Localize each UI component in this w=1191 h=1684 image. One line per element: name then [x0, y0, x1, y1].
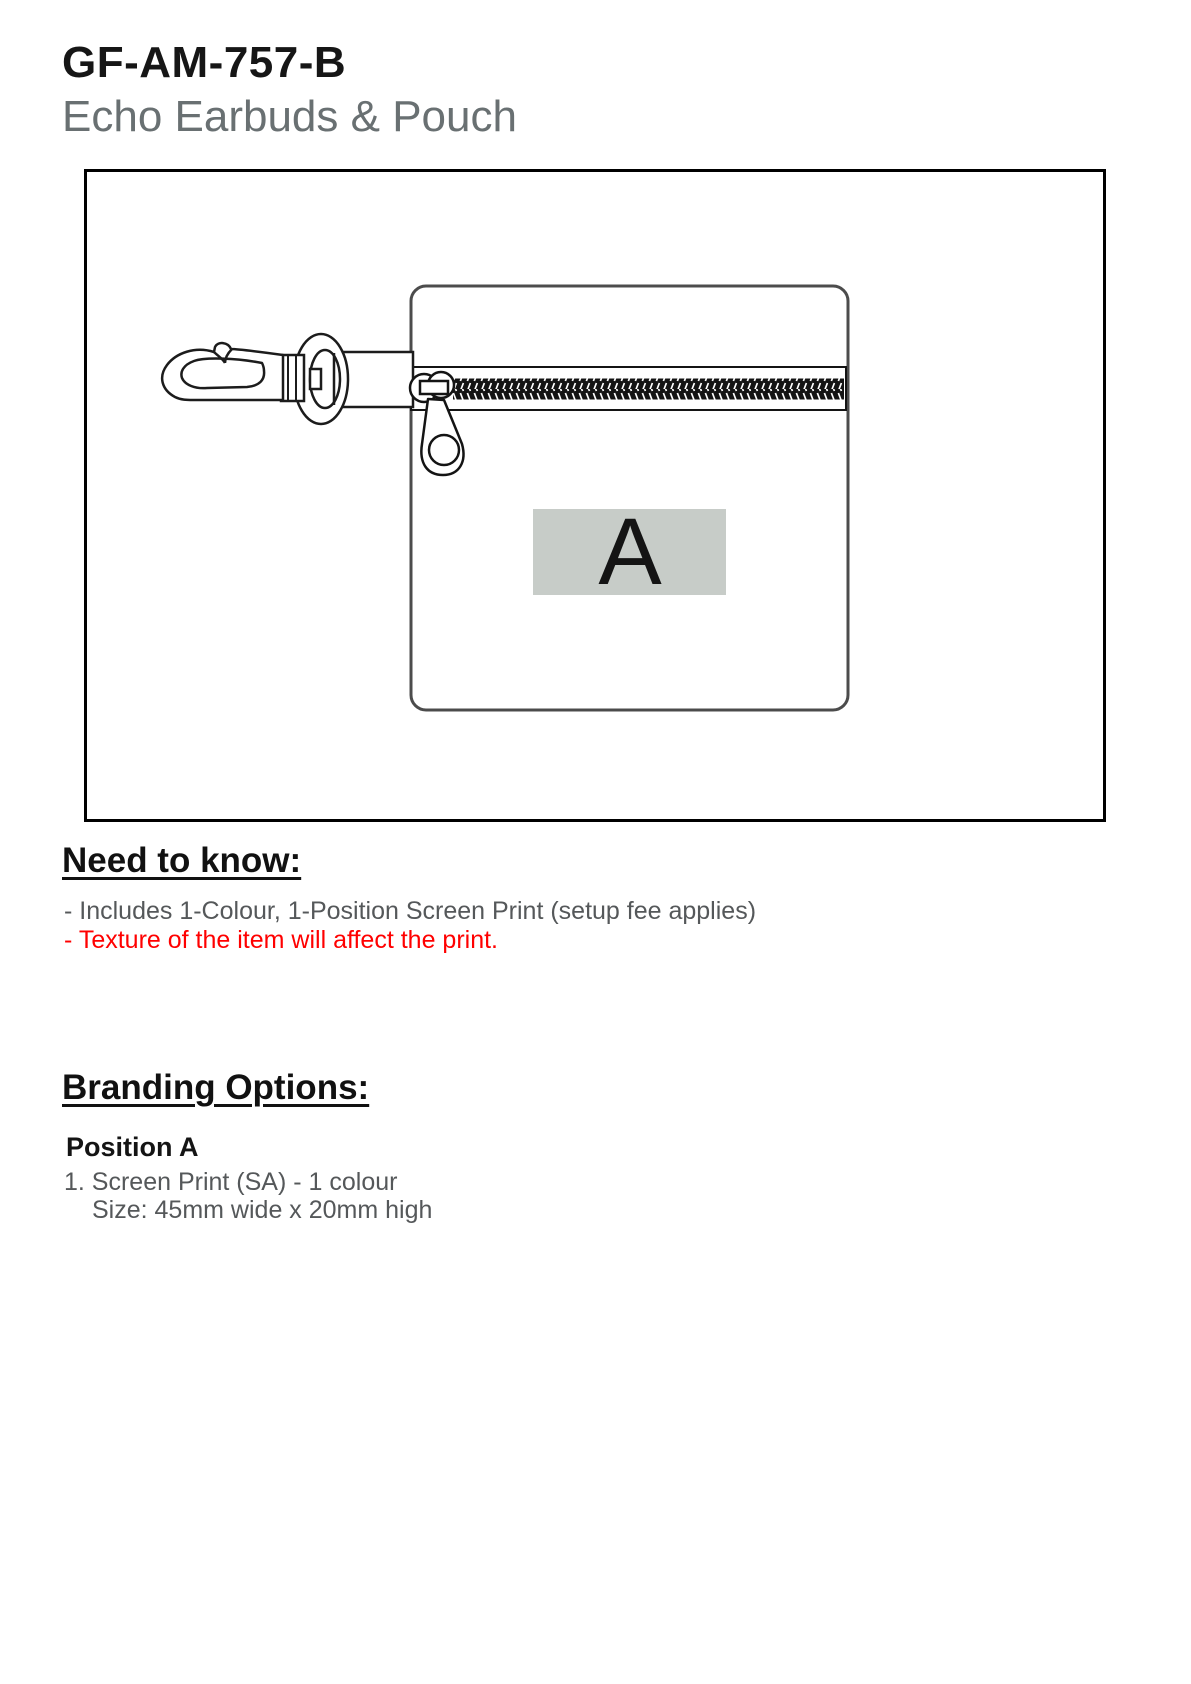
product-diagram-frame: [84, 169, 1106, 822]
pouch-outline: [411, 286, 848, 710]
branding-option-size-line: Size: 45mm wide x 20mm high: [92, 1196, 433, 1224]
product-name-subtitle: Echo Earbuds & Pouch: [62, 92, 517, 141]
position-a-title: Position A: [66, 1132, 199, 1162]
branding-options-heading: Branding Options:: [62, 1068, 370, 1107]
need-to-know-item-warning: - Texture of the item will affect the print.: [64, 926, 498, 954]
clip-collar: [281, 355, 304, 401]
product-code-title: GF-AM-757-B: [62, 38, 347, 87]
zipper-pull-hole: [429, 435, 459, 465]
print-position-label: A: [598, 499, 662, 605]
zipper-teeth-bottom: [453, 389, 844, 400]
product-line-drawing: [87, 172, 1103, 819]
zipper-teeth-top: [453, 379, 844, 390]
need-to-know-heading: Need to know:: [62, 841, 302, 880]
need-to-know-item: - Includes 1-Colour, 1-Position Screen Print (setup fee applies): [64, 897, 757, 925]
swivel-pin: [310, 369, 321, 389]
clip-strap: [339, 352, 413, 407]
snap-hook: [162, 343, 283, 400]
branding-option-line: 1. Screen Print (SA) - 1 colour: [64, 1168, 398, 1196]
zipper-slider-bar: [420, 381, 448, 394]
